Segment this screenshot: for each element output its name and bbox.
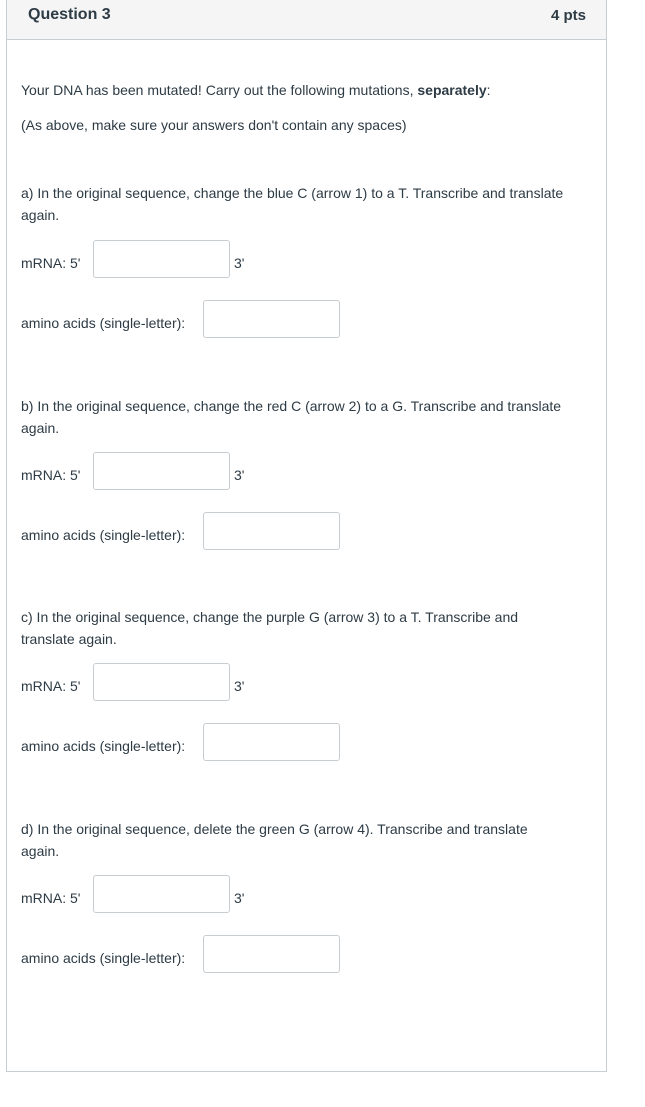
part-a-prompt: a) In the original sequence, change the blue C (arrow 1) to a T. Transcribe and translate again. <box>21 185 564 223</box>
part-b-mrna-input[interactable] <box>93 452 230 490</box>
part-b-mrna-label: mRNA: 5' <box>21 467 81 483</box>
question-points: 4 pts <box>550 7 586 24</box>
part-b-prompt: b) In the original sequence, change the red C (arrow 2) to a G. Transcribe and translate again. <box>21 398 562 436</box>
part-b-amino-label: amino acids (single-letter): <box>21 527 186 543</box>
part-d-prompt: d) In the original sequence, delete the green G (arrow 4). Transcribe and translate again. <box>21 821 528 859</box>
part-d-mrna-input[interactable] <box>93 875 230 913</box>
part-c-mrna-input[interactable] <box>93 663 230 701</box>
part-a-mrna-label: mRNA: 5' <box>21 255 81 271</box>
intro-end: : <box>486 82 491 98</box>
question-intro <box>21 79 561 101</box>
part-c-amino-input[interactable] <box>203 723 340 761</box>
part-a-amino-label: amino acids (single-letter): <box>21 315 186 331</box>
part-d-amino-label: amino acids (single-letter): <box>21 950 186 966</box>
part-c-amino-label: amino acids (single-letter): <box>21 738 186 754</box>
part-c-prompt: c) In the original sequence, change the purple G (arrow 3) to a T. Transcribe and translate again. <box>21 609 519 647</box>
question-title: Question 3 <box>28 6 111 23</box>
part-b-amino-input[interactable] <box>203 512 340 550</box>
part-d-mrna-suffix: 3' <box>234 890 245 906</box>
part-a-mrna-input[interactable] <box>93 240 230 278</box>
part-b-mrna-suffix: 3' <box>234 467 245 483</box>
part-c-mrna-suffix: 3' <box>234 678 245 694</box>
intro-emphasis: separately <box>417 82 487 98</box>
intro-text: Your DNA has been mutated! Carry out the following mutations, <box>21 82 418 98</box>
part-d-mrna-label: mRNA: 5' <box>21 890 81 906</box>
part-d-amino-input[interactable] <box>203 935 340 973</box>
part-a-amino-input[interactable] <box>203 300 340 338</box>
part-c-mrna-label: mRNA: 5' <box>21 678 81 694</box>
question-note: (As above, make sure your answers don't contain any spaces) <box>21 117 407 133</box>
part-a-mrna-suffix: 3' <box>234 255 245 271</box>
question-header <box>7 0 606 40</box>
